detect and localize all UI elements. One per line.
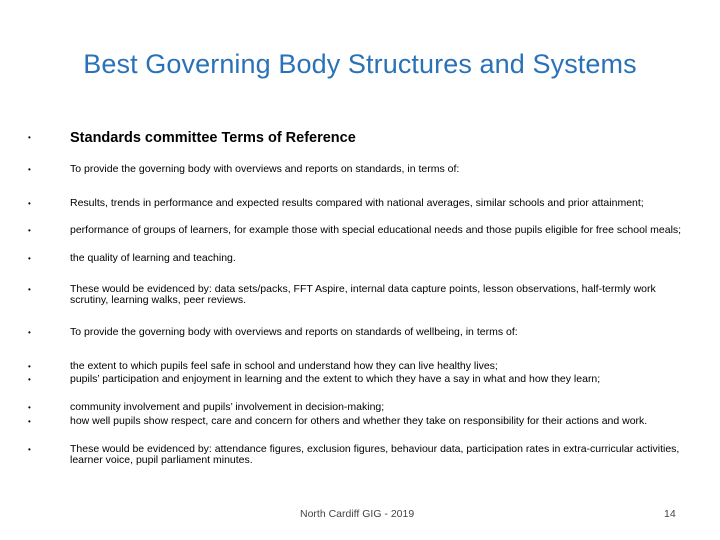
page-number: 14 bbox=[664, 508, 676, 520]
list-item-text: the quality of learning and teaching. bbox=[70, 252, 236, 264]
list-item-text: To provide the governing body with overviews and reports on standards of wellbeing, in terms of: bbox=[70, 326, 518, 338]
list-item-text: These would be evidenced by: attendance figures, exclusion figures, behaviour data, participation rates in extra-curricular activities, learner voice, pupil parliament minutes. bbox=[70, 443, 680, 467]
list-item-text: how well pupils show respect, care and concern for others and whether they take on responsibility for their actions and work. bbox=[70, 415, 648, 427]
bullet-icon: • bbox=[28, 445, 31, 454]
bullet-icon: • bbox=[28, 199, 31, 208]
bullet-icon: • bbox=[28, 403, 31, 412]
list-item-text: community involvement and pupils’ involvement in decision-making; bbox=[70, 401, 385, 413]
list-item-text: These would be evidenced by: data sets/packs, FFT Aspire, internal data capture points, lesson observations, half-termly work scrutiny, learning walks, peer reviews. bbox=[70, 283, 656, 307]
list-item-text: the extent to which pupils feel safe in school and understand how they can live healthy lives; bbox=[70, 360, 498, 372]
list-item-text: Results, trends in performance and expected results compared with national averages, similar schools and prior attainment; bbox=[70, 197, 644, 209]
bullet-icon: • bbox=[28, 362, 31, 371]
bullet-icon: • bbox=[28, 133, 31, 142]
bullet-icon: • bbox=[28, 226, 31, 235]
list-item-text: To provide the governing body with overviews and reports on standards, in terms of: bbox=[70, 163, 460, 175]
bullet-icon: • bbox=[28, 165, 31, 174]
list-item-text: pupils’ participation and enjoyment in learning and the extent to which they have a say in what and how they learn; bbox=[70, 373, 601, 385]
bullet-icon: • bbox=[28, 417, 31, 426]
bullet-icon: • bbox=[28, 254, 31, 263]
bullet-icon: • bbox=[28, 328, 31, 337]
slide-title: Best Governing Body Structures and Systems bbox=[83, 49, 637, 79]
list-item-text: performance of groups of learners, for example those with special educational needs and those pupils eligible for free school meals; bbox=[70, 224, 682, 236]
committee-heading: Standards committee Terms of Reference bbox=[70, 130, 356, 146]
bullet-icon: • bbox=[28, 375, 31, 384]
bullet-icon: • bbox=[28, 285, 31, 294]
footer-text: North Cardiff GIG - 2019 bbox=[300, 508, 415, 520]
